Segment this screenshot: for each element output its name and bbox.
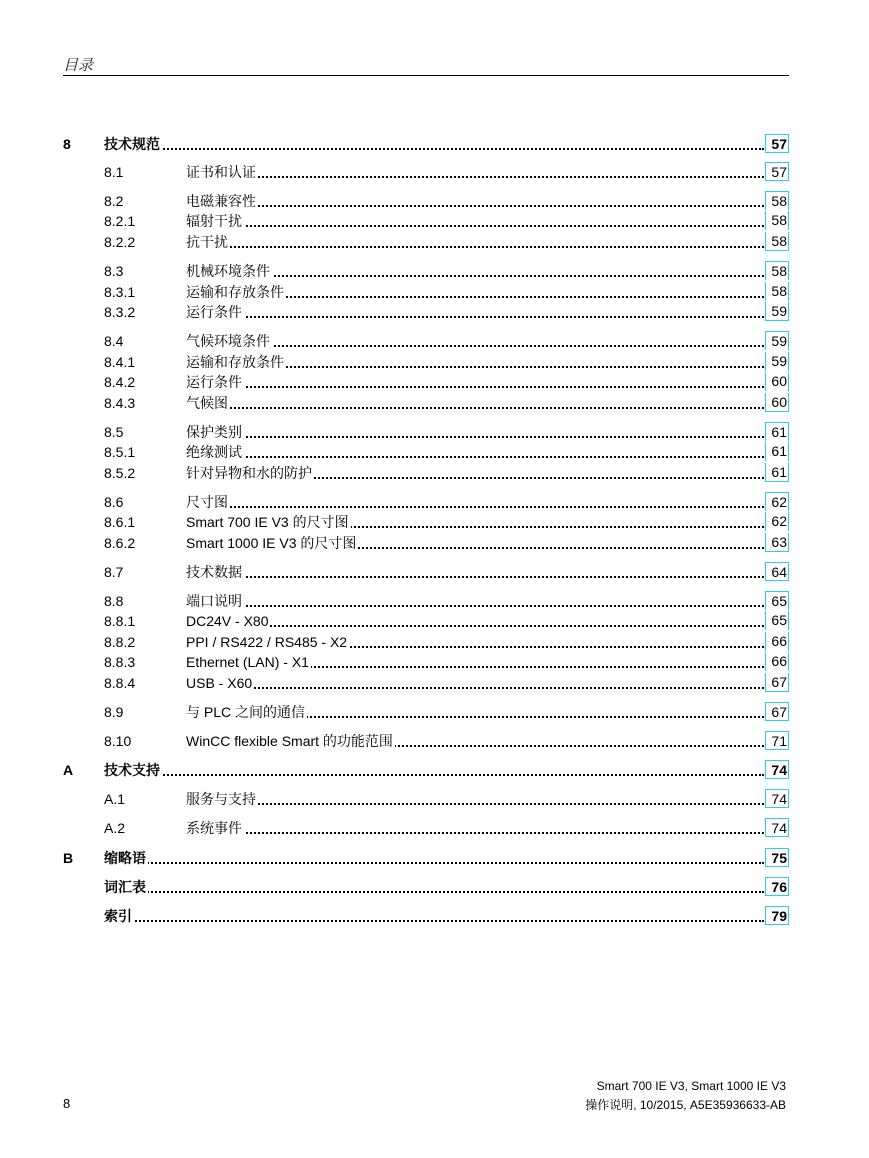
dot-leader: [186, 605, 764, 607]
dot-leader: [186, 407, 764, 409]
toc-entry-title-text: 运行条件: [186, 374, 242, 390]
toc-entry-page-link[interactable]: 79: [765, 906, 789, 925]
toc-entry-page-link[interactable]: 59: [765, 302, 789, 321]
toc-entry-title[interactable]: [104, 848, 764, 868]
toc-entry[interactable]: [63, 232, 789, 252]
toc-entry-number: 8.6: [104, 494, 124, 510]
toc-entry-page-link[interactable]: 60: [765, 393, 789, 412]
toc-entry-number: 8.4: [104, 333, 124, 349]
toc-entry[interactable]: [63, 760, 789, 780]
toc-entry-number: 8.2.1: [104, 213, 136, 229]
toc-entry-title-text: DC24V - X80: [186, 613, 269, 629]
toc-entry-number: A.2: [104, 820, 126, 836]
toc-entry[interactable]: [63, 906, 789, 926]
toc-entry-title[interactable]: [186, 731, 764, 751]
toc-entry-title-text: 证书和认证: [186, 164, 256, 180]
toc-entry-title[interactable]: [104, 877, 764, 897]
toc-entry-page-link[interactable]: 57: [765, 134, 789, 153]
toc-entry-title[interactable]: [186, 282, 764, 302]
toc-entry-title-text: 缩略语: [104, 850, 146, 866]
toc-entry-number: 8.8: [104, 593, 124, 609]
footer: [585, 1077, 786, 1115]
toc-entry-page-link[interactable]: 58: [765, 211, 789, 230]
toc-entry[interactable]: [63, 533, 789, 553]
toc-entry-title[interactable]: [186, 191, 764, 211]
toc-entry[interactable]: [63, 372, 789, 392]
toc-entry-number: 8.5: [104, 424, 124, 440]
dot-leader: [186, 316, 764, 318]
page-number: 8: [63, 1096, 71, 1111]
dot-leader: [104, 891, 764, 893]
toc-entry-page-link[interactable]: 74: [765, 818, 789, 837]
toc-entry[interactable]: [63, 789, 789, 809]
toc-entry-page-link[interactable]: 65: [765, 591, 789, 610]
toc-entry[interactable]: [63, 611, 789, 631]
dot-leader: [186, 246, 764, 248]
toc-entry-title[interactable]: [186, 818, 764, 838]
dot-leader: [186, 205, 764, 207]
toc-entry-page-link[interactable]: 64: [765, 562, 789, 581]
toc-entry-page-link[interactable]: 76: [765, 877, 789, 896]
toc-entry[interactable]: [63, 512, 789, 532]
dot-leader: [186, 506, 764, 508]
toc-entry[interactable]: [63, 282, 789, 302]
toc-entry-title-text: 技术规范: [104, 136, 160, 152]
toc-entry-title-text: Ethernet (LAN) - X1: [186, 654, 309, 670]
toc-entry[interactable]: [63, 261, 789, 281]
toc-entry-title-text: 电磁兼容性: [186, 193, 256, 209]
toc-entry-title-text: USB - X60: [186, 675, 253, 691]
toc-entry-number: 8.9: [104, 704, 124, 720]
toc-entry-number: 8.5.1: [104, 444, 136, 460]
toc-entry[interactable]: [63, 442, 789, 462]
toc-entry-title-text: 系统事件: [186, 820, 242, 836]
toc-entry-title[interactable]: [186, 463, 764, 483]
toc-entry-number: 8.10: [104, 733, 132, 749]
toc-entry-title-text: 绝缘测试: [186, 444, 242, 460]
toc-entry-title[interactable]: [186, 789, 764, 809]
toc-entry[interactable]: [63, 393, 789, 413]
toc-entry-title-text: WinCC flexible Smart 的功能范围: [186, 733, 393, 749]
toc-entry[interactable]: [63, 492, 789, 512]
dot-leader: [186, 275, 764, 277]
toc-entry-page-link[interactable]: 74: [765, 789, 789, 808]
dot-leader: [186, 456, 764, 458]
toc-entry-title[interactable]: [186, 442, 764, 462]
toc-entry-page-link[interactable]: 63: [765, 533, 789, 552]
toc-entry[interactable]: [63, 818, 789, 838]
toc-entry-number: 8.4.2: [104, 374, 136, 390]
toc-entry[interactable]: [63, 422, 789, 442]
toc-entry[interactable]: [63, 731, 789, 751]
toc-entry[interactable]: [63, 562, 789, 582]
toc-entry-number: 8.8.4: [104, 675, 136, 691]
toc-entry-title-text: 机械环境条件: [186, 263, 270, 279]
toc-entry-number: 8: [63, 136, 71, 152]
toc-entry-number: 8.4.3: [104, 395, 136, 411]
dot-leader: [186, 225, 764, 227]
toc-entry-number: 8.3.2: [104, 304, 136, 320]
toc-entry[interactable]: [63, 331, 789, 351]
toc-entry-title[interactable]: [104, 134, 764, 154]
toc-entry-title-text: 运输和存放条件: [186, 354, 284, 370]
toc-entry[interactable]: [63, 211, 789, 231]
toc-entry-title[interactable]: [186, 162, 764, 182]
dot-leader: [186, 576, 764, 578]
toc-entry-number: 8.6.2: [104, 535, 136, 551]
toc-entry-title[interactable]: [104, 906, 764, 926]
toc-entry-title-text: 与 PLC 之间的通信: [186, 704, 306, 720]
toc-entry-title[interactable]: [186, 302, 764, 322]
dot-leader: [104, 920, 764, 922]
dot-leader: [186, 803, 764, 805]
toc-entry-page-link[interactable]: 59: [765, 331, 789, 350]
toc-entry-title[interactable]: [186, 673, 764, 693]
toc-entry-title-text: 技术数据: [186, 564, 242, 580]
toc-entry-page-link[interactable]: 58: [765, 232, 789, 251]
toc-entry-page-link[interactable]: 65: [765, 611, 789, 630]
toc-entry[interactable]: [63, 673, 789, 693]
dot-leader: [186, 625, 764, 627]
footer-product: Smart 700 IE V3, Smart 1000 IE V3: [596, 1079, 786, 1093]
toc-entry-title[interactable]: [186, 512, 764, 532]
toc-entry-number: 8.2.2: [104, 234, 136, 250]
toc-entry[interactable]: [63, 302, 789, 322]
toc-entry[interactable]: [63, 134, 789, 154]
toc-entry-title[interactable]: [186, 352, 764, 372]
toc-entry-number: 8.8.2: [104, 634, 136, 650]
toc-entry-title[interactable]: [186, 261, 764, 281]
dot-leader: [186, 386, 764, 388]
toc-entry[interactable]: [63, 591, 789, 611]
toc-entry[interactable]: [63, 352, 789, 372]
toc-entry-title-text: 气候环境条件: [186, 333, 270, 349]
toc-entry-page-link[interactable]: 59: [765, 352, 789, 371]
dot-leader: [186, 345, 764, 347]
toc-entry-page-link[interactable]: 60: [765, 372, 789, 391]
toc-entry-title-text: 运输和存放条件: [186, 284, 284, 300]
toc-entry-title[interactable]: [186, 393, 764, 413]
toc-entry-page-link[interactable]: 57: [765, 162, 789, 181]
toc-entry-page-link[interactable]: 61: [765, 442, 789, 461]
toc-entry-title-text: 服务与支持: [186, 791, 256, 807]
toc-entry-title-text: 尺寸图: [186, 494, 228, 510]
toc-entry-number: 8.8.1: [104, 613, 136, 629]
toc-entry-title[interactable]: [186, 632, 764, 652]
toc-entry-title[interactable]: [186, 372, 764, 392]
toc-entry-page-link[interactable]: 71: [765, 731, 789, 750]
toc-entry[interactable]: [63, 877, 789, 897]
toc-entry-page-link[interactable]: 67: [765, 673, 789, 692]
toc-entry-page-link[interactable]: 58: [765, 191, 789, 210]
toc-entry-number: 8.7: [104, 564, 124, 580]
toc-entry-number: 8.8.3: [104, 654, 136, 670]
toc-entry-page-link[interactable]: 66: [765, 632, 789, 651]
toc-entry-page-link[interactable]: 66: [765, 652, 789, 671]
toc-entry[interactable]: [63, 652, 789, 672]
toc-entry-title-text: 辐射干扰: [186, 213, 242, 229]
toc-entry[interactable]: [63, 632, 789, 652]
toc-entry-page-link[interactable]: 62: [765, 492, 789, 511]
toc-entry-title[interactable]: [186, 611, 764, 631]
toc-entry-page-link[interactable]: 67: [765, 702, 789, 721]
toc-entry-page-link[interactable]: 58: [765, 282, 789, 301]
toc-entry-title[interactable]: [186, 211, 764, 231]
toc-entry-title[interactable]: [186, 422, 764, 442]
dot-leader: [186, 176, 764, 178]
toc-entry-number: B: [63, 850, 74, 866]
toc-entry-number: 8.3: [104, 263, 124, 279]
dot-leader: [104, 774, 764, 776]
toc-entry-title-text: 气候图: [186, 395, 228, 411]
toc-entry[interactable]: [63, 463, 789, 483]
toc-entry-title[interactable]: [186, 702, 764, 722]
toc-entry-number: A: [63, 762, 74, 778]
toc-entry-title-text: 词汇表: [104, 879, 146, 895]
toc-entry-number: 8.5.2: [104, 465, 136, 481]
toc-entry[interactable]: [63, 848, 789, 868]
toc-entry-title-text: 针对异物和水的防护: [186, 465, 312, 481]
toc-entry-page-link[interactable]: 75: [765, 848, 789, 867]
dot-leader: [186, 832, 764, 834]
dot-leader: [104, 862, 764, 864]
toc-entry-title-text: 保护类别: [186, 424, 242, 440]
toc-entry-title[interactable]: [186, 591, 764, 611]
toc-entry-title[interactable]: [186, 533, 764, 553]
toc-entry-title-text: Smart 1000 IE V3 的尺寸图: [186, 535, 357, 551]
toc-entry-title-text: 抗干扰: [186, 234, 228, 250]
toc-entry-title[interactable]: [186, 331, 764, 351]
toc-entry-title-text: Smart 700 IE V3 的尺寸图: [186, 514, 349, 530]
dot-leader: [186, 436, 764, 438]
toc-entry-title[interactable]: [186, 232, 764, 252]
toc-entry-title[interactable]: [186, 652, 764, 672]
toc-entry-title[interactable]: [186, 562, 764, 582]
toc-entry[interactable]: [63, 702, 789, 722]
toc-entry-number: 8.4.1: [104, 354, 136, 370]
toc-entry-title-text: 运行条件: [186, 304, 242, 320]
toc-entry-title-text: 索引: [104, 908, 132, 924]
toc-entry-title[interactable]: [186, 492, 764, 512]
toc-entry-page-link[interactable]: 58: [765, 261, 789, 280]
toc-entry-page-link[interactable]: 74: [765, 760, 789, 779]
toc-entry-page-link[interactable]: 62: [765, 512, 789, 531]
toc-entry-number: 8.1: [104, 164, 124, 180]
toc-entry-title-text: 端口说明: [186, 593, 242, 609]
toc-entry-number: 8.6.1: [104, 514, 136, 530]
toc-entry-title[interactable]: [104, 760, 764, 780]
toc-entry-page-link[interactable]: 61: [765, 422, 789, 441]
header-title: 目录: [63, 56, 94, 74]
toc-entry-page-link[interactable]: 61: [765, 463, 789, 482]
toc-entry[interactable]: [63, 191, 789, 211]
toc-entry-title-text: 技术支持: [104, 762, 160, 778]
dot-leader: [104, 148, 764, 150]
toc-entry-number: A.1: [104, 791, 126, 807]
dot-leader: [186, 687, 764, 689]
toc-entry[interactable]: [63, 162, 789, 182]
toc-entry-number: 8.3.1: [104, 284, 136, 300]
toc-entry-number: 8.2: [104, 193, 124, 209]
footer-doc-info: 操作说明, 10/2015, A5E35936633-AB: [585, 1098, 786, 1112]
toc-entry-title-text: PPI / RS422 / RS485 - X2: [186, 634, 348, 650]
